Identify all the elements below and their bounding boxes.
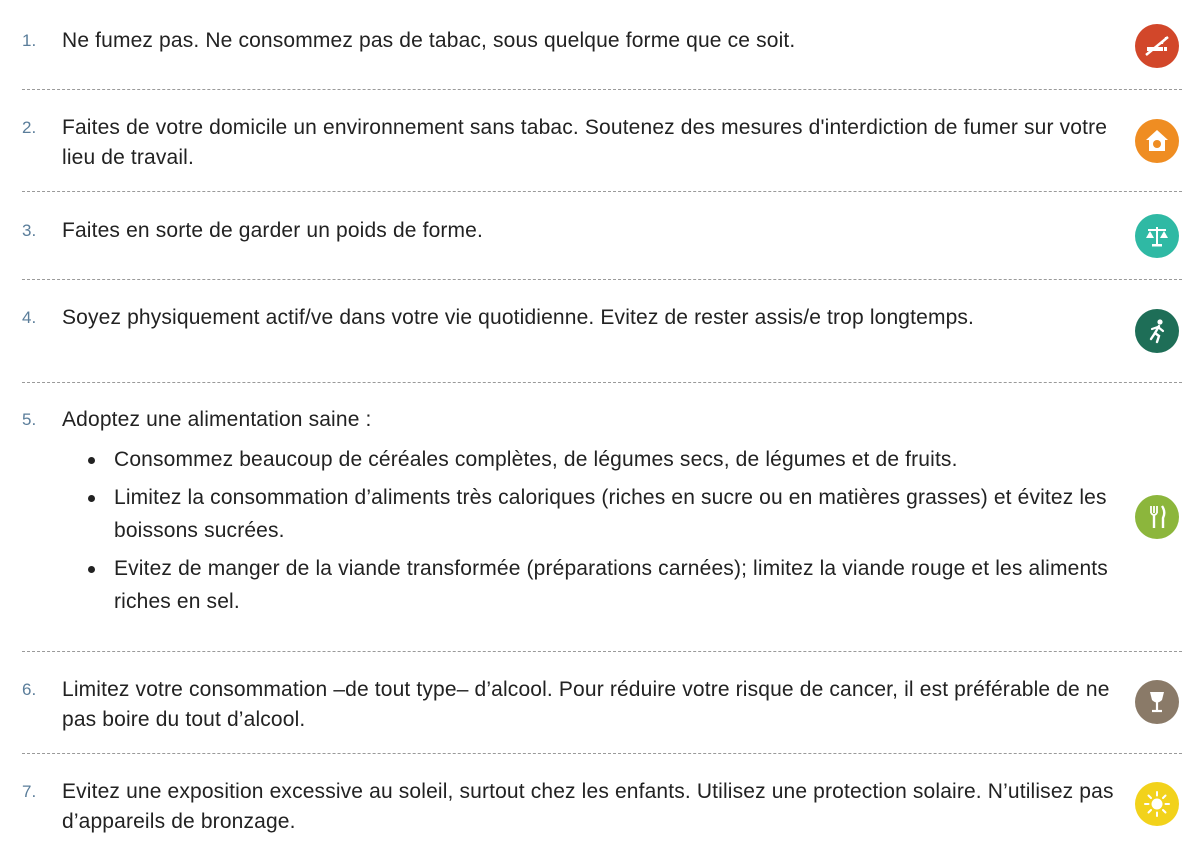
separator <box>22 279 1182 280</box>
bullet-item: Consommez beaucoup de céréales complètes, de légumes secs, de légumes et de fruits. <box>62 443 1122 476</box>
wine-glass-icon <box>1135 680 1179 724</box>
item-number: 1. <box>22 31 37 50</box>
bullet-item: Evitez de manger de la viande transformée (préparations carnées); limitez la viande rouge et les aliments riches en sel. <box>62 552 1122 618</box>
separator <box>22 651 1182 652</box>
item-text: Soyez physiquement actif/ve dans votre vie quotidienne. Evitez de rester assis/e trop longtemps. <box>62 306 975 329</box>
item-number: 2. <box>22 118 37 137</box>
bullet-list <box>62 443 1122 618</box>
item-text: Faites en sorte de garder un poids de forme. <box>62 219 484 242</box>
weight-scale-icon <box>1135 214 1179 258</box>
item-text: Evitez une exposition excessive au soleil, surtout chez les enfants. Utilisez une protection solaire. N’utilisez pas d’appareils de bronzage. <box>62 780 1114 833</box>
item-text: Limitez votre consommation –de tout type– d’alcool. Pour réduire votre risque de cancer, il est préférable de ne pas boire du tout d’alcool. <box>62 678 1110 731</box>
separator <box>22 191 1182 192</box>
item-number: 5. <box>22 410 37 429</box>
runner-icon <box>1135 309 1179 353</box>
item-content <box>62 405 1122 623</box>
item-number: 3. <box>22 221 37 240</box>
no-smoking-icon <box>1135 24 1179 68</box>
sun-icon <box>1135 782 1179 826</box>
item-text: Adoptez une alimentation saine : <box>62 408 372 431</box>
fork-knife-icon <box>1135 495 1179 539</box>
item-text: Ne fumez pas. Ne consommez pas de tabac, sous quelque forme que ce soit. <box>62 29 796 52</box>
item-number: 4. <box>22 308 37 327</box>
item-text: Faites de votre domicile un environnement sans tabac. Soutenez des mesures d'interdiction de fumer sur votre lieu de travail. <box>62 116 1108 169</box>
item-number: 6. <box>22 680 37 699</box>
separator <box>22 89 1182 90</box>
separator <box>22 753 1182 754</box>
bullet-item: Limitez la consommation d’aliments très caloriques (riches en sucre ou en matières grasses) et évitez les boissons sucrées. <box>62 481 1122 547</box>
item-number: 7. <box>22 782 37 801</box>
separator <box>22 382 1182 383</box>
smoke-free-home-icon <box>1135 119 1179 163</box>
